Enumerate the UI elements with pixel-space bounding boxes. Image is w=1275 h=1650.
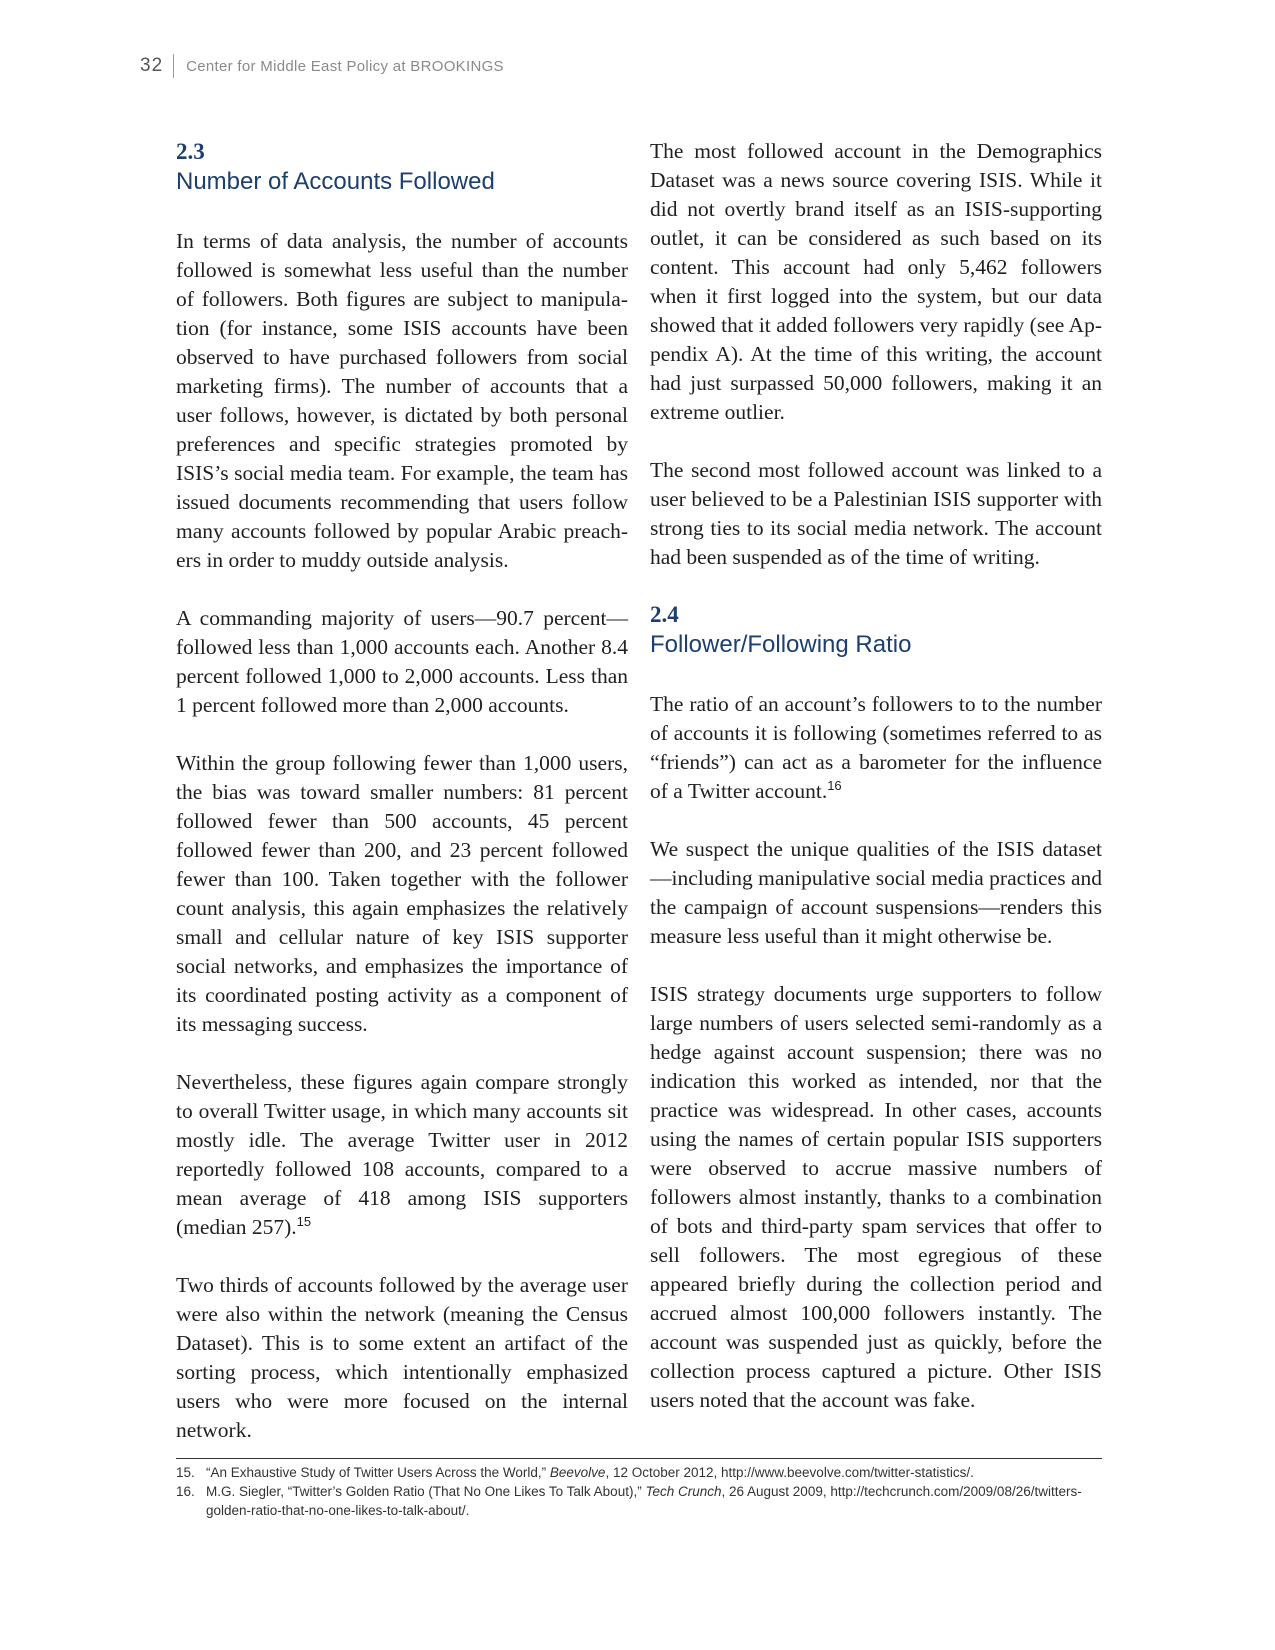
running-title: Center for Middle East Policy at BROOKINGS — [186, 57, 504, 75]
footnote-text — [206, 1463, 1102, 1482]
footnote-text-part: “An Exhaustive Study of Twitter Users Across the World,” — [206, 1465, 550, 1480]
paragraph: The most followed account in the Demographics Dataset was a news source covering ISIS. While it did not overtly brand itself as an ISIS-supporting outlet, it can be considered as such based on its content. This account had only 5,462 followers when it first logged into the system, but our data showed that it added followers very rapidly (see Appendix A). At the time of this writing, the account had just surpassed 50,000 followers, making it an extreme outlier. — [650, 139, 1102, 424]
page-number: 32 — [140, 55, 164, 76]
paragraph: A commanding majority of users—90.7 percent— followed less than 1,000 accounts each. Another 8.4 percent followed 1,000 to 2,000 accounts. Less than 1 percent followed more than 2,000 accounts. — [176, 606, 628, 717]
footnote-text — [206, 1482, 1102, 1520]
footnote-number: 16. — [176, 1484, 195, 1499]
section-title: Number of Accounts Followed — [176, 168, 495, 195]
header-divider — [173, 54, 174, 78]
right-column — [650, 137, 1102, 1444]
paragraph — [650, 690, 1102, 806]
paragraph: Within the group following fewer than 1,000 users, the bias was toward smaller numbers: 81 percent followed fewer than 500 accounts, 45 percent followed fewer than 200, and 23 percent followed fewer than 100. Taken together with the follower count analysis, this again emphasizes the relatively small and cellular nature of key ISIS supporter social networks, and emphasizes the importance of its coordinated posting activity as a component of its messaging success. — [176, 751, 628, 1036]
footnote-text-part: M.G. Siegler, “Twitter’s Golden Ratio (That No One Likes To Talk About),” — [206, 1484, 646, 1499]
section-number: 2.3 — [176, 139, 205, 164]
paragraph: Two thirds of accounts followed by the average user were also within the network (meaning the Census Dataset). This is to some extent an artifact of the sorting process, which intentionally emphasized users who were more focused on the internal network. — [176, 1273, 628, 1442]
footnote-text-part: , 12 October 2012, http://www.beevolve.com/twitter-statistics/. — [605, 1465, 974, 1480]
footnote — [176, 1463, 1102, 1482]
paragraph: ISIS strategy documents urge supporters to follow large numbers of users selected semi-randomly as a hedge against account suspension; there was no indication this worked as intended, nor that the practice was widespread. In other cases, accounts using the names of certain popular ISIS supporters were observed to accrue massive numbers of followers almost instantly, thanks to a combination of bots and third-party spam services that offer to sell followers. The most egregious of these appeared briefly during the collection period and accrued almost 100,000 followers instantly. The account was suspended just as quickly, before the collection process captured a picture. Other ISIS users noted that the account was fake. — [650, 982, 1102, 1412]
paragraph: The second most followed account was linked to a user believed to be a Palestinian ISIS supporter with strong ties to its social media network. The account had been suspended as of the time of writing. — [650, 458, 1102, 569]
footnote-source: Beevolve — [549, 1465, 606, 1480]
paragraph: We suspect the unique qualities of the ISIS dataset—including manipulative social media practices and the campaign of account suspensions—renders this measure less useful than it might otherwise be. — [650, 837, 1102, 948]
section-number: 2.4 — [650, 602, 679, 627]
footnote-text-part: , 26 August 2009, http://techcrunch.com/2009/08/26/twitters-golden-ratio-that-no-one-likes-to-talk-about/. — [206, 1484, 1082, 1518]
footnote-ref: 16 — [827, 777, 842, 793]
footnote-source: Tech Crunch — [645, 1484, 722, 1499]
running-header — [140, 54, 504, 78]
footnote-number: 15. — [176, 1465, 195, 1480]
footnotes — [176, 1458, 1102, 1520]
paragraph-text: The ratio of an account’s followers to to the number of accounts it is following (sometimes referred to as “friends”) can act as a barometer for the influence of a Twitter account. — [650, 692, 1102, 803]
paragraph: In terms of data analysis, the number of accounts followed is somewhat less useful than the number of followers. Both figures are subject to manipulation (for instance, some ISIS accounts have been observed to have purchased followers from social marketing firms). The number of accounts that a user follows, however, is dictated by both personal preferences and specific strategies promoted by ISIS’s social media team. For example, the team has issued documents recommending that users follow many accounts followed by popular Arabic preachers in order to muddy outside analysis. — [176, 229, 628, 572]
paragraph — [176, 1068, 628, 1242]
left-column — [176, 138, 628, 1474]
paragraph-text: Nevertheless, these figures again compare strongly to overall Twitter usage, in which many accounts sit mostly idle. The average Twitter user in 2012 reportedly followed 108 accounts, compared to a mean average of 418 among ISIS supporters (median 257). — [176, 1070, 628, 1239]
footnote — [176, 1482, 1102, 1520]
section-title: Follower/Following Ratio — [650, 631, 912, 658]
footnote-ref: 15 — [296, 1213, 312, 1229]
